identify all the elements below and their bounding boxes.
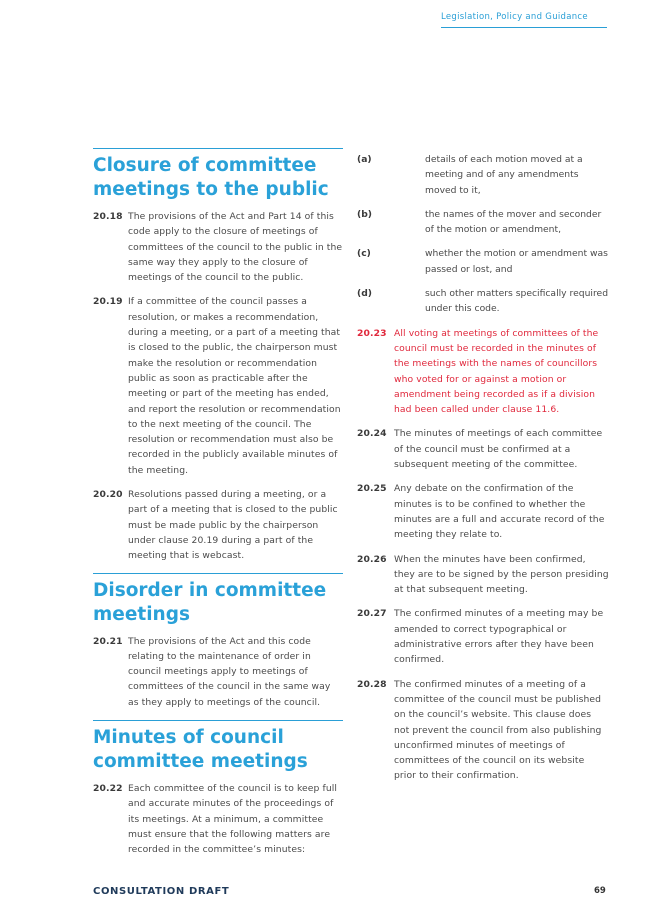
- clause-number: 20.28: [357, 678, 387, 690]
- list-text: the names of the mover and seconder of the motion or amendment,: [425, 208, 602, 236]
- clause-20-24: [357, 426, 609, 472]
- right-column: [357, 152, 609, 793]
- clause-20-20: [93, 487, 343, 563]
- clause-text: Any debate on the confirmation of the minutes is to be confined to whether the minutes are a full and accurate record of the meeting they relate to.: [394, 483, 605, 541]
- list-text: whether the motion or amendment was passed or lost, and: [425, 248, 608, 275]
- clause-number: 20.25: [357, 483, 387, 495]
- clause-text: The confirmed minutes of a meeting of a committee of the council must be published on the council’s website. This clause does not prevent the council from also publishing unconfirmed minutes of meetings of committees of the council on its website prior to their confirmation.: [394, 678, 602, 782]
- clause-20-21: [93, 634, 343, 710]
- clause-20-18: [93, 209, 343, 285]
- clause-20-25: [357, 481, 609, 542]
- clause-text: If a committee of the council passes a resolution, or makes a recommendation, during a meeting, or a part of a meeting that is closed to the public, the chairperson must make the resolution or recommendation public as soon as practicable after the meeting or part of the meeting has ended, and report the resolution or recommendation to the next meeting of the council. The resolution or recommendation must also be recorded in the publicly available minutes of the meeting.: [128, 296, 341, 476]
- section-heading: Closure of committee meetings to the public: [93, 155, 329, 200]
- clause-number: 20.18: [93, 211, 123, 222]
- list-text: details of each motion moved at a meeting and of any amendments moved to it,: [425, 154, 583, 196]
- left-column: [93, 148, 343, 867]
- clause-20-23: [357, 326, 609, 418]
- list-item: [357, 207, 609, 238]
- clause-number: 20.21: [93, 635, 123, 647]
- clause-text: Each committee of the council is to keep full and accurate minutes of the proceedings of its meetings. At a minimum, a committee must ensure that the following matters are recorded in the committee’s minutes:: [128, 783, 338, 856]
- clause-20-19: [93, 294, 343, 478]
- list-item: [357, 286, 609, 317]
- section-heading: Minutes of council committee meetings: [93, 727, 308, 773]
- list-item: [357, 152, 609, 198]
- clause-20-27: [357, 606, 609, 667]
- list-label: (b): [357, 208, 372, 220]
- header-rule: [441, 27, 607, 28]
- list-label: (c): [357, 248, 371, 260]
- clause-number: 20.26: [357, 553, 387, 565]
- clause-number: 20.27: [357, 608, 387, 620]
- clause-number: 20.23: [357, 327, 387, 339]
- clause-text: Resolutions passed during a meeting, or a part of a meeting that is closed to the public must be made public by the chairperson under clause 20.19 during a part of the meeting that is webcast.: [128, 489, 338, 562]
- page-number: 69: [594, 886, 606, 896]
- clause-number: 20.19: [93, 296, 123, 308]
- section-divider: [93, 573, 343, 574]
- list-item: [357, 246, 609, 277]
- clause-number: 20.24: [357, 428, 387, 440]
- clause-number: 20.20: [93, 489, 123, 501]
- list-label: (a): [357, 154, 372, 165]
- section-divider: [93, 720, 343, 721]
- section-heading: Disorder in committee meetings: [93, 579, 327, 625]
- clause-text: When the minutes have been confirmed, they are to be signed by the person presiding at that subsequent meeting.: [394, 553, 609, 596]
- list-label: (d): [357, 288, 372, 300]
- footer-label: CONSULTATION DRAFT: [93, 886, 230, 897]
- running-header: Legislation, Policy and Guidance: [441, 12, 588, 22]
- clause-text: The minutes of meetings of each committee of the council must be confirmed at a subsequent meeting of the committee.: [394, 428, 603, 471]
- list-text: such other matters specifically required under this code.: [425, 288, 609, 315]
- clause-text: The provisions of the Act and Part 14 of this code apply to the closure of meetings of committees of the council to the public in the same way they apply to the closure of meetings of the council to the public.: [128, 211, 343, 284]
- clause-text: The provisions of the Act and this code relating to the maintenance of order in council meetings apply to meetings of committees of the council in the same way as they apply to meetings of the council.: [128, 635, 331, 708]
- clause-text: The confirmed minutes of a meeting may be amended to correct typographical or administrative errors after they have been confirmed.: [394, 608, 604, 666]
- clause-20-28: [357, 677, 609, 784]
- clause-text: All voting at meetings of committees of the council must be recorded in the minutes of the meetings with the names of councillors who voted for or against a motion or amendment being recorded as if a division had been called under clause 11.6.: [394, 327, 599, 416]
- clause-number: 20.22: [93, 783, 123, 795]
- clause-20-22: [93, 781, 343, 857]
- section-divider: [93, 148, 343, 149]
- clause-20-26: [357, 552, 609, 598]
